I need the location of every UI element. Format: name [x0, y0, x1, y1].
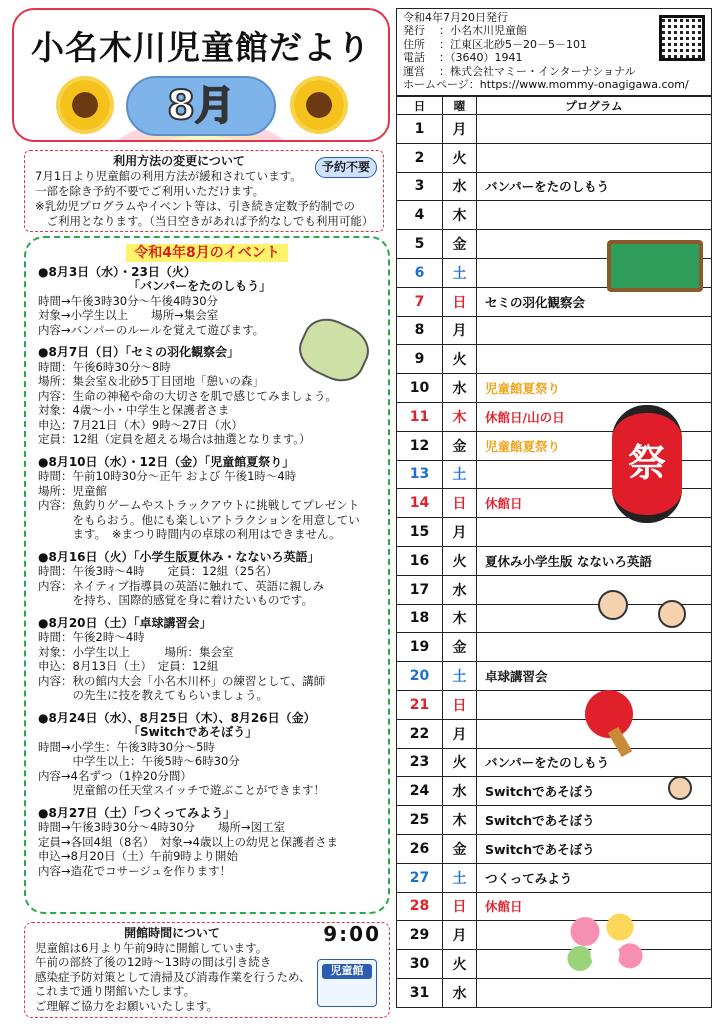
calendar-program: 児童館夏祭り: [477, 374, 712, 403]
calendar-weekday: 日: [443, 489, 477, 518]
calendar-date: 26: [397, 834, 443, 863]
calendar-date: 4: [397, 201, 443, 230]
event-subtitle: 「バンパーをたのしもう」: [128, 279, 272, 293]
header-weekday: 曜: [443, 97, 477, 115]
calendar-program: [477, 633, 712, 662]
billiard-table-icon: [607, 240, 703, 292]
event-details: 時間→小学生：午後3時30分～5時 中学生以上：午後5時～6時30分 内容→4名ずつ（1枠20分間） 児童館の任天堂スイッチで遊ぶことができます！: [38, 739, 326, 797]
calendar-weekday: 土: [443, 863, 477, 892]
event-item: [38, 806, 376, 879]
notice-heading: 利用方法の変更について: [113, 154, 245, 168]
event-heading: ●8月7日（日）「セミの羽化観察会」: [38, 345, 240, 359]
calendar-program: バンパーをたのしもう: [477, 172, 712, 201]
qr-code-icon[interactable]: [659, 15, 705, 61]
calendar-program: [477, 316, 712, 345]
calendar-row: [397, 201, 712, 230]
calendar-date: 8: [397, 316, 443, 345]
calendar-weekday: 水: [443, 575, 477, 604]
usage-change-notice: [24, 150, 384, 232]
festival-lantern-icon: 祭: [612, 405, 682, 523]
calendar-weekday: 金: [443, 633, 477, 662]
event-heading: ●8月24日（水）、8月25日（木）、8月26日（金）: [38, 710, 316, 725]
building-icon: [317, 959, 377, 1007]
event-heading: ●8月16日（火）「小学生版夏休み・なないろ英語」: [38, 549, 320, 564]
calendar-program: Switchであそぼう: [477, 806, 712, 835]
header-program: プログラム: [477, 97, 712, 115]
calendar-program: 児童館夏祭り: [477, 431, 712, 460]
header-day: 日: [397, 97, 443, 115]
calendar-row: [397, 690, 712, 719]
calendar-program: 休館日/山の日: [477, 402, 712, 431]
child-icon: [668, 776, 692, 800]
homepage-link[interactable]: ホームページ：https://www.mommy-onagigawa.com/: [403, 78, 689, 92]
calendar-weekday: 日: [443, 287, 477, 316]
opening-hours-notice: [24, 922, 390, 1018]
hours-body: 児童館は6月より午前9時に開館しています。 午前の部終了後の12時～13時の間は引き続き 感染症予防対策として清掃及び消毒作業を行うため、 これまで通り閉館いたします。 ご理解ご協力をお願いいたします。: [35, 940, 311, 1013]
calendar-row: [397, 921, 712, 950]
calendar-program: [477, 143, 712, 172]
calendar-date: 23: [397, 748, 443, 777]
event-details: 時間：午後2時～4時 対象：小学生以上 場所：集会室 申込：8月13日（土） 定員：12組 内容：秋の館内大会「小名木川杯」の練習として、講師 の先生に技を教えてもらいましょう。: [38, 630, 326, 702]
calendar-program: [477, 115, 712, 144]
calendar-program: 休館日: [477, 489, 712, 518]
calendar-row: [397, 143, 712, 172]
event-heading: ●8月20日（土）「卓球講習会」: [38, 615, 212, 630]
calendar-weekday: 月: [443, 115, 477, 144]
event-subtitle: 「Switchであそぼう」: [128, 725, 258, 739]
month-label: 8月: [167, 83, 235, 129]
calendar-weekday: 月: [443, 719, 477, 748]
calendar-weekday: 木: [443, 201, 477, 230]
calendar-program: Switchであそぼう: [477, 777, 712, 806]
events-title: 令和4年8月のイベント: [38, 246, 376, 261]
calendar-row: [397, 546, 712, 575]
calendar-program: Switchであそぼう: [477, 834, 712, 863]
calendar-date: 12: [397, 431, 443, 460]
calendar-row: [397, 345, 712, 374]
calendar-row: [397, 863, 712, 892]
publisher-info: [396, 8, 712, 96]
calendar-weekday: 水: [443, 374, 477, 403]
calendar-weekday: 火: [443, 950, 477, 979]
info-row: [403, 65, 705, 78]
calendar-weekday: 月: [443, 316, 477, 345]
calendar-date: 18: [397, 604, 443, 633]
calendar-weekday: 月: [443, 921, 477, 950]
calendar-weekday: 木: [443, 806, 477, 835]
calendar-weekday: 日: [443, 690, 477, 719]
calendar-weekday: 金: [443, 431, 477, 460]
calendar-program: [477, 201, 712, 230]
calendar-program: [477, 345, 712, 374]
calendar-row: [397, 172, 712, 201]
calendar-date: 11: [397, 402, 443, 431]
notice-body: 7月1日より児童館の利用方法が緩和されています。 一部を除き予約不要でご利用いただけます。 ※乳幼児プログラムやイベント等は、引き続き定数予約制での ご利用となります。（当日空きがあれば予約なしでも利用可能）: [35, 169, 374, 228]
calendar-date: 25: [397, 806, 443, 835]
calendar-weekday: 土: [443, 662, 477, 691]
calendar-row: [397, 633, 712, 662]
info-label: 発行: [403, 24, 425, 38]
event-item: [38, 616, 376, 703]
calendar-weekday: 水: [443, 172, 477, 201]
event-heading: ●8月10日（水）・12日（金）「児童館夏祭り」: [38, 454, 295, 469]
flower-corsage-icon: [555, 900, 655, 990]
calendar-date: 28: [397, 892, 443, 921]
calendar-row: [397, 662, 712, 691]
sunflower-icon: [60, 80, 110, 130]
event-item: [38, 455, 376, 542]
info-value: ：江東区北砂5－20－5－101: [439, 37, 587, 51]
calendar-date: 1: [397, 115, 443, 144]
calendar-weekday: 木: [443, 604, 477, 633]
calendar-row: [397, 950, 712, 979]
calendar-program: 夏休み小学生版 なないろ英語: [477, 546, 712, 575]
calendar-weekday: 木: [443, 402, 477, 431]
event-item: [38, 711, 376, 798]
calendar-row: [397, 777, 712, 806]
info-label: 電話: [403, 51, 425, 65]
calendar-program: 休館日: [477, 892, 712, 921]
event-details: 時間→午後3時30分～4時30分 場所→図工室 定員→各回4組（8名） 対象→4歳以上の幼児と保護者さま 申込→8月20日（土）午前9時より開始 内容→造花でコサージュを作ります！: [38, 820, 338, 878]
event-details: 時間→午後3時30分～午後4時30分 対象→小学生以上 場所→集会室 内容→バンパーのルールを覚えて遊びます。: [38, 293, 265, 337]
calendar-weekday: 水: [443, 978, 477, 1007]
calendar-date: 21: [397, 690, 443, 719]
sunflower-icon: [294, 80, 344, 130]
calendar-program: セミの羽化観察会: [477, 287, 712, 316]
info-value: ：小名木川児童館: [439, 24, 527, 38]
calendar-header-row: [397, 97, 712, 115]
calendar-row: [397, 115, 712, 144]
calendar-date: 19: [397, 633, 443, 662]
calendar-row: [397, 806, 712, 835]
calendar-date: 13: [397, 460, 443, 489]
hours-heading: 開館時間について: [124, 926, 220, 940]
program-calendar: [396, 96, 712, 1008]
calendar-date: 14: [397, 489, 443, 518]
calendar-date: 6: [397, 258, 443, 287]
calendar-row: [397, 892, 712, 921]
calendar-date: 27: [397, 863, 443, 892]
calendar-date: 2: [397, 143, 443, 172]
newsletter-title: 小名木川児童館だより: [31, 28, 371, 67]
calendar-date: 16: [397, 546, 443, 575]
calendar-date: 17: [397, 575, 443, 604]
calendar-date: 5: [397, 230, 443, 259]
no-reservation-badge: 予約不要: [315, 157, 377, 178]
calendar-date: 9: [397, 345, 443, 374]
info-value: ：株式会社マミー・インターナショナル: [439, 64, 636, 78]
calendar-weekday: 日: [443, 892, 477, 921]
calendar-weekday: 火: [443, 748, 477, 777]
calendar-row: [397, 374, 712, 403]
calendar-weekday: 土: [443, 258, 477, 287]
calendar-program: 卓球講習会: [477, 662, 712, 691]
calendar-date: 7: [397, 287, 443, 316]
calendar-weekday: 火: [443, 546, 477, 575]
calendar-date: 29: [397, 921, 443, 950]
newsletter-title-box: [12, 8, 390, 142]
calendar-weekday: 火: [443, 345, 477, 374]
event-heading: ●8月27日（土）「つくってみよう」: [38, 805, 236, 820]
calendar-weekday: 水: [443, 777, 477, 806]
building-sign: 児童館: [322, 964, 372, 979]
child-icon: [658, 600, 686, 628]
child-icon: [598, 590, 628, 620]
calendar-row: [397, 518, 712, 547]
info-value: ：（3640）1941: [439, 51, 523, 65]
info-label: 運営: [403, 64, 425, 78]
calendar-row: [397, 316, 712, 345]
calendar-date: 15: [397, 518, 443, 547]
calendar-row: [397, 575, 712, 604]
clock-display: 9:00: [323, 922, 381, 946]
calendar-row: [397, 748, 712, 777]
calendar-weekday: 土: [443, 460, 477, 489]
calendar-weekday: 月: [443, 518, 477, 547]
issue-date: 令和4年7月20日発行: [403, 11, 508, 24]
calendar-row: [397, 834, 712, 863]
calendar-weekday: 金: [443, 834, 477, 863]
event-details: 時間：午後6時30分～8時 場所：集会室＆北砂5丁目団地「憩いの森」 内容：生命の神秘や命の大切さを肌で感じてみましょう。 対象：4歳～小・中学生と保護者さま 申込：7月21日（木）9時～27日（水） 定員：12組（定員を超える場合は抽選となります。）: [38, 359, 337, 446]
calendar-date: 24: [397, 777, 443, 806]
calendar-date: 30: [397, 950, 443, 979]
month-badge: [126, 76, 276, 136]
calendar-row: [397, 978, 712, 1007]
calendar-date: 31: [397, 978, 443, 1007]
event-heading: ●8月3日（水）・23日（火）: [38, 264, 196, 279]
calendar-row: [397, 719, 712, 748]
calendar-weekday: 金: [443, 230, 477, 259]
calendar-date: 10: [397, 374, 443, 403]
calendar-date: 20: [397, 662, 443, 691]
event-details: 時間：午前10時30分～正午 および 午後1時～4時 場所：児童館 内容：魚釣りゲームやストラックアウトに挑戦してプレゼント をもらおう。他にも楽しいアトラクションを用意してい ます。 ※まつり時間内の卓球の利用はできません。: [38, 469, 360, 541]
calendar-date: 3: [397, 172, 443, 201]
calendar-program: [477, 518, 712, 547]
event-details: 時間：午後3時～4時 定員：12組（25名） 内容：ネイティブ指導員の英語に触れて、英語に親しみ を持ち、国際的感覚を身に着けたいものです。: [38, 564, 325, 607]
calendar-program: バンパーをたのしもう: [477, 748, 712, 777]
event-item: [38, 550, 376, 608]
calendar-weekday: 火: [443, 143, 477, 172]
calendar-program: つくってみよう: [477, 863, 712, 892]
calendar-date: 22: [397, 719, 443, 748]
info-label: 住所: [403, 37, 425, 51]
